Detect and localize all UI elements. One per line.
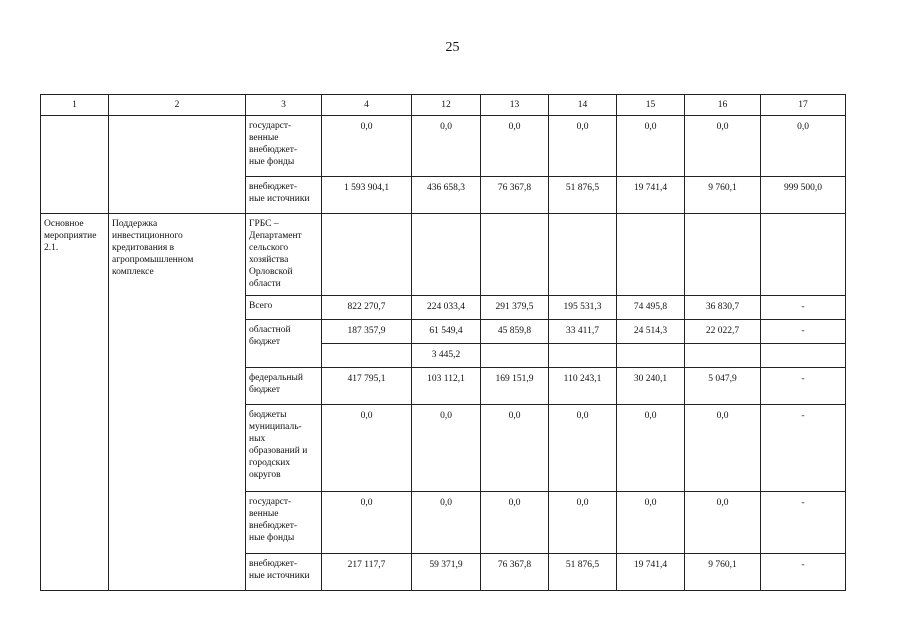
value-cell: 76 367,8 <box>481 177 549 214</box>
value-cell: 19 741,4 <box>617 554 685 591</box>
budget-table <box>40 94 846 591</box>
value-cell: 0,0 <box>617 116 685 177</box>
header-col-15: 15 <box>617 95 685 116</box>
header-row <box>41 95 846 116</box>
value-cell: 0,0 <box>761 116 846 177</box>
value-cell: 217 117,7 <box>322 554 412 591</box>
empty-cell <box>322 214 412 296</box>
value-cell: - <box>761 554 846 591</box>
header-col-1: 1 <box>41 95 109 116</box>
value-cell: 9 760,1 <box>685 177 761 214</box>
value-cell: 0,0 <box>685 492 761 554</box>
value-cell: 61 549,4 <box>412 320 481 344</box>
empty-cell <box>481 344 549 368</box>
value-cell: 9 760,1 <box>685 554 761 591</box>
header-col-13: 13 <box>481 95 549 116</box>
empty-cell <box>549 344 617 368</box>
header-col-4: 4 <box>322 95 412 116</box>
table-row <box>41 116 846 177</box>
value-cell: 22 022,7 <box>685 320 761 344</box>
empty-cell <box>617 344 685 368</box>
value-cell: - <box>761 320 846 344</box>
empty-cell <box>109 116 246 214</box>
value-cell: 0,0 <box>549 492 617 554</box>
empty-cell <box>549 214 617 296</box>
value-cell: 417 795,1 <box>322 368 412 405</box>
value-cell: - <box>761 296 846 320</box>
value-cell: - <box>761 492 846 554</box>
value-cell: 3 445,2 <box>412 344 481 368</box>
value-cell: - <box>761 368 846 405</box>
value-cell: 0,0 <box>322 405 412 492</box>
empty-cell <box>617 214 685 296</box>
source-label: государст- венные внебюджет- ные фонды <box>246 116 322 177</box>
empty-cell <box>685 214 761 296</box>
value-cell: 0,0 <box>549 116 617 177</box>
value-cell: 224 033,4 <box>412 296 481 320</box>
header-col-14: 14 <box>549 95 617 116</box>
source-label: внебюджет- ные источники <box>246 177 322 214</box>
value-cell: 33 411,7 <box>549 320 617 344</box>
value-cell: 0,0 <box>617 405 685 492</box>
value-cell: 1 593 904,1 <box>322 177 412 214</box>
value-cell: 5 047,9 <box>685 368 761 405</box>
activity-title: Поддержка инвестиционного кредитования в агропромышленном комплексе <box>109 214 246 591</box>
value-cell: 0,0 <box>481 492 549 554</box>
header-col-17: 17 <box>761 95 846 116</box>
header-col-12: 12 <box>412 95 481 116</box>
empty-cell <box>322 344 412 368</box>
value-cell: 36 830,7 <box>685 296 761 320</box>
value-cell: 19 741,4 <box>617 177 685 214</box>
value-cell: 76 367,8 <box>481 554 549 591</box>
value-cell: 187 357,9 <box>322 320 412 344</box>
value-cell: 0,0 <box>322 492 412 554</box>
value-cell: 0,0 <box>685 116 761 177</box>
value-cell: 0,0 <box>549 405 617 492</box>
value-cell: 103 112,1 <box>412 368 481 405</box>
source-label: бюджеты муниципаль- ных образований и городских округов <box>246 405 322 492</box>
value-cell: 822 270,7 <box>322 296 412 320</box>
value-cell: 0,0 <box>322 116 412 177</box>
empty-cell <box>761 214 846 296</box>
source-label: внебюджет- ные источники <box>246 554 322 591</box>
source-label: Всего <box>246 296 322 320</box>
value-cell: 436 658,3 <box>412 177 481 214</box>
header-col-3: 3 <box>246 95 322 116</box>
source-label: государст- венные внебюджет- ные фонды <box>246 492 322 554</box>
value-cell: 999 500,0 <box>761 177 846 214</box>
value-cell: 30 240,1 <box>617 368 685 405</box>
header-col-16: 16 <box>685 95 761 116</box>
value-cell: 291 379,5 <box>481 296 549 320</box>
executor-label: ГРБС – Департамент сельского хозяйства Орловской области <box>246 214 322 296</box>
value-cell: 74 495,8 <box>617 296 685 320</box>
page-number: 25 <box>445 40 460 55</box>
value-cell: 24 514,3 <box>617 320 685 344</box>
empty-cell <box>412 214 481 296</box>
source-label: федеральный бюджет <box>246 368 322 405</box>
value-cell: 0,0 <box>412 405 481 492</box>
source-label: областной бюджет <box>246 320 322 368</box>
value-cell: 59 371,9 <box>412 554 481 591</box>
value-cell: 195 531,3 <box>549 296 617 320</box>
value-cell: 51 876,5 <box>549 177 617 214</box>
value-cell: 0,0 <box>481 405 549 492</box>
value-cell: 0,0 <box>481 116 549 177</box>
activity-code: Основное мероприятие 2.1. <box>41 214 109 591</box>
value-cell: 169 151,9 <box>481 368 549 405</box>
value-cell: 0,0 <box>617 492 685 554</box>
value-cell: 45 859,8 <box>481 320 549 344</box>
header-col-2: 2 <box>109 95 246 116</box>
value-cell: 110 243,1 <box>549 368 617 405</box>
value-cell: 0,0 <box>412 116 481 177</box>
empty-cell <box>481 214 549 296</box>
value-cell: 51 876,5 <box>549 554 617 591</box>
table-row <box>41 214 846 296</box>
value-cell: 0,0 <box>685 405 761 492</box>
value-cell: 0,0 <box>412 492 481 554</box>
empty-cell <box>41 116 109 214</box>
empty-cell <box>761 344 846 368</box>
empty-cell <box>685 344 761 368</box>
value-cell: - <box>761 405 846 492</box>
